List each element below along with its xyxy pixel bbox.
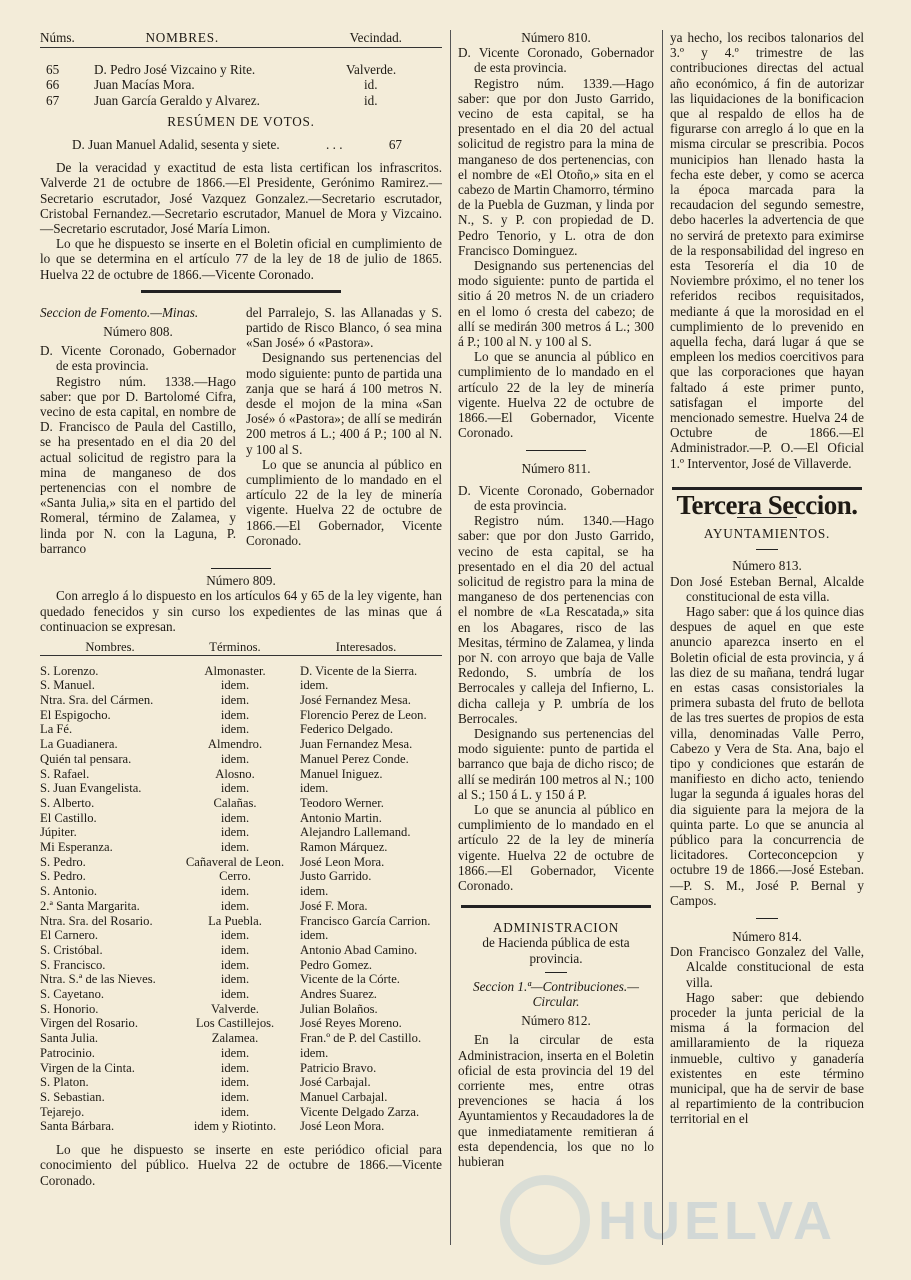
mine-interesado: Manuel Perez Conde.: [300, 751, 409, 766]
mine-name: S. Antonio.: [40, 884, 98, 899]
mine-interesado: Teodoro Werner.: [300, 795, 384, 810]
vote-vecindad: id.: [364, 77, 378, 93]
n814-alcalde: Don Francisco Gonzalez del Valle, Alcalde constitucional de esta villa.: [670, 944, 864, 990]
mine-name: S. Pedro.: [40, 869, 86, 884]
section-rule: [461, 905, 651, 908]
mine-name: Ntra. Sra. del Rosario.: [40, 913, 153, 928]
mine-interesado: Federico Delgado.: [300, 722, 394, 737]
watermark: HUELVA: [598, 1191, 836, 1251]
mine-termino: idem.: [220, 751, 250, 766]
admin-subtitle: de Hacienda pública de esta provincia.: [482, 935, 630, 966]
mine-name: La Fé.: [40, 722, 73, 737]
mine-termino: idem.: [220, 840, 250, 855]
mine-interesado: Antonio Abad Camino.: [300, 942, 418, 957]
n808-section: Seccion de Fomento.—Minas.: [40, 304, 199, 320]
mine-name: S. Platon.: [40, 1075, 89, 1090]
mine-termino: idem.: [220, 942, 250, 957]
n808-title: Número 808.: [103, 324, 173, 340]
table-row: [40, 1075, 442, 1090]
mine-name: Santa Julia.: [40, 1031, 99, 1046]
n808-governor: D. Vicente Coronado, Gobernador de esta provincia.: [40, 343, 236, 374]
column-right: [670, 30, 864, 1127]
mine-termino: idem.: [220, 957, 250, 972]
table-row: [40, 1002, 442, 1017]
mine-termino: idem.: [220, 972, 250, 987]
mine-name: S. Juan Evangelista.: [40, 781, 142, 796]
mine-interesado: Pedro Gomez.: [300, 957, 373, 972]
mine-termino: idem.: [220, 678, 250, 693]
col-nombres: Nombres.: [40, 640, 180, 655]
mine-interesado: idem.: [300, 678, 329, 693]
table-row: [40, 62, 442, 77]
n812-continued: ya hecho, los recibos talonarios del 3.º y 4.º trimestre de las contribuciones directas del actual año económico, á fin de autorizar las liquidaciones de la bonificacion que al respaldo de ellos ha de figurarse con arreglo á lo que en la misma circular se prescribia. Pocos municipios han llenado hasta la fecha este deber, y como se acerca la época marcada para la recaudacion del segundo semestre, debo hacerles la advertencia de que no servirá de pretexto para eximirse de la responsabilidad del ingreso en esta Tesorería el dia 10 de Noviembre próximo, el no tener los referidos recibos requisitados, mediante á que la morosidad en el cumplimiento de lo prevenido en aquella fecha, dará lugar á que se empleen los medios coercitivos para que las corporaciones que hayan faltado á este primer punto, satisfagan el importe del mencionado semestre. Huelva 24 de Octubre de 1866.—El Administrador.—P. O.—El Oficial 1.º Interventor, José de Villaverde.: [670, 30, 864, 471]
table-row: [40, 1105, 442, 1120]
col-interesados: Interesados.: [290, 640, 442, 655]
resumen-order: Lo que he dispuesto se inserte en el Boletin oficial en cumplimiento de lo que se determina en el artículo 77 de la ley de 18 de julio de 1865. Huelva 22 de octubre de 1866.—Vicente Coronado.: [40, 236, 442, 282]
n811-governor: D. Vicente Coronado, Gobernador de esta provincia.: [458, 482, 654, 513]
n812-body: En la circular de esta Administracion, inserta en el Boletin oficial de esta provincia del 19 del corriente mes, entre otras prevenciones se hacia á los Ayuntamientos y Recaudadores la de que inmediatamente remitieran á esta dependencia, los que no lo hubieran: [458, 1032, 654, 1170]
table-row: [40, 855, 442, 870]
vote-num: 66: [46, 77, 60, 93]
mine-interesado: José Fernandez Mesa.: [300, 693, 411, 708]
table-row: [40, 914, 442, 929]
mine-name: El Castillo.: [40, 810, 97, 825]
header-nombres: NOMBRES.: [145, 30, 219, 45]
mine-interesado: José Leon Mora.: [300, 1119, 385, 1134]
mine-interesado: José F. Mora.: [300, 898, 368, 913]
resumen-count: 67: [388, 137, 402, 153]
n808-designation: Designando sus pertenencias del modo siguiente: punto de partida una zanja que se hará á 100 metros N. desde el mojon de la mina «San José» ó «Pastora»; de allí se medirán 200 metros á L.; 400 á P.; 100 al N. y 100 al S.: [246, 350, 442, 457]
table-row: [40, 972, 442, 987]
resumen-line: [40, 137, 442, 152]
n814-body: Hago saber: que debiendo proceder la junta pericial de la misma á la formacion del amillaramiento de la riqueza inmueble, cultivo y ganadería existentes en este término municipal, que ha de servir de base al repartimiento de la contribucion territorial en el: [670, 989, 864, 1127]
n811-body: Registro núm. 1340.—Hago saber: que por don Justo Garrido, vecino de esta capital, se ha presentado en el dia 20 del actual solicitud de registro para la mina de manganeso de dos pertenencias con el nombre de «La Rescatada,» sita en los Abagares, risco de las Mesitas, término de Zalamea, y linda por N. con arroyo que baja de Valle Redondo, S. umbría de los Berrocales y calleja del Infierno, L. dicha calleja y P. umbría de los Berrocales.: [458, 513, 654, 726]
mine-name: S. Lorenzo.: [40, 663, 99, 678]
mines-table: [40, 640, 442, 1134]
mine-name: S. Pedro.: [40, 854, 86, 869]
mine-interesado: Fran.º de P. del Castillo.: [300, 1031, 422, 1046]
mine-termino: Almendro.: [207, 737, 263, 752]
admin-section: Seccion 1.ª—Contribuciones.—Circular.: [473, 978, 639, 1009]
mine-termino: Cerro.: [219, 869, 251, 884]
mine-interesado: D. Vicente de la Sierra.: [300, 663, 418, 678]
mine-termino: Los Castillejos.: [195, 1016, 275, 1031]
table-row: [40, 825, 442, 840]
mine-name: S. Cayetano.: [40, 987, 105, 1002]
n809-intro: Con arreglo á lo dispuesto en los artículos 64 y 65 de la ley vigente, han quedado fenecidos y sin curso los expedientes de las minas que á continuacion se expresan.: [40, 588, 442, 634]
mine-interesado: Antonio Martin.: [300, 810, 382, 825]
n813-alcalde: Don José Esteban Bernal, Alcalde constitucional de esta villa.: [670, 573, 864, 604]
mine-name: S. Manuel.: [40, 678, 95, 693]
mine-termino: idem.: [220, 1104, 250, 1119]
rule: [756, 549, 778, 550]
table-row: [40, 693, 442, 708]
votes-header: [40, 30, 442, 48]
archive-logo-icon: [500, 1175, 590, 1265]
mine-name: El Espigocho.: [40, 707, 111, 722]
table-row: [40, 1046, 442, 1061]
column-middle: [458, 30, 654, 1169]
votes-table: [40, 62, 442, 108]
mine-termino: Calañas.: [213, 795, 257, 810]
mine-termino: idem.: [220, 693, 250, 708]
mine-interesado: José Carbajal.: [300, 1075, 371, 1090]
table-row: [40, 722, 442, 737]
mine-name: Quién tal pensara.: [40, 751, 132, 766]
mine-termino: idem.: [220, 810, 250, 825]
admin-title: ADMINISTRACION: [492, 920, 620, 936]
mine-name: Virgen de la Cinta.: [40, 1060, 135, 1075]
resumen-name: D. Juan Manuel Adalid, sesenta y siete.: [72, 137, 280, 153]
n813-body: Hago saber: que á los quince dias despues de aquel en que este anuncio aparezca inserto en el Boletin oficial de esta provincia, y á las diez de su mañana, tendrá lugar en estas casas consistoriales la primera subasta del fruto de bellota de las tres suertes de propios de esta villa, denominadas Valle Perro, Cabezo y Vera de Sta. Ana, bajo el tipo y condiciones que estarán de manifiesto en dicho acto, teniendo lugar la segunda á iguales horas del dia siguiente para la mejora de la quinta parte. Lo que se anuncia al público para la concurrencia de licitadores. Corteconcepcion y octubre 19 de 1866.—José Esteban.—P. S. M., José P. Bernal y Campos.: [670, 603, 864, 908]
mine-interesado: Justo Garrido.: [300, 869, 372, 884]
n808-announcement: Lo que se anuncia al público en cumplimiento de lo mandado en el artículo 22 de la ley de minería vigente. Huelva 22 de octubre de 1866.—El Gobernador, Vicente Coronado.: [246, 456, 442, 548]
mine-name: Santa Bárbara.: [40, 1119, 115, 1134]
column-divider: [450, 30, 451, 1245]
vote-name: Juan Macías Mora.: [94, 77, 195, 93]
mine-name: El Carnero.: [40, 928, 99, 943]
n810-title: Número 810.: [521, 30, 591, 45]
mine-termino: idem.: [220, 825, 250, 840]
mine-name: S. Sebastian.: [40, 1090, 105, 1104]
mine-name: S. Francisco.: [40, 957, 106, 972]
table-row: [40, 869, 442, 884]
table-row: [40, 899, 442, 914]
table-row: [40, 796, 442, 811]
mine-name: S. Rafael.: [40, 766, 90, 781]
rule: [211, 568, 271, 569]
table-row: [40, 1031, 442, 1046]
mine-interesado: Patricio Bravo.: [300, 1060, 377, 1075]
mine-name: Ntra. Sra. del Cármen.: [40, 693, 154, 708]
table-row: [40, 1061, 442, 1076]
table-row: [40, 811, 442, 826]
n809-outro: Lo que he dispuesto se inserte en este periódico oficial para conocimiento del público. Huelva 22 de octubre de 1866.—Vicente Coronado.: [40, 1142, 442, 1188]
rule: [526, 450, 586, 451]
table-row: [40, 943, 442, 958]
table-row: [40, 1016, 442, 1031]
rule: [756, 918, 778, 919]
mine-termino: idem.: [220, 928, 250, 943]
resumen-dots: . . .: [326, 137, 343, 153]
mine-termino: idem.: [220, 898, 250, 913]
mine-termino: idem.: [220, 987, 250, 1002]
mine-interesado: Manuel Iniguez.: [300, 766, 383, 781]
table-row: [40, 664, 442, 679]
n809-title: Número 809.: [206, 573, 276, 589]
n811-title: Número 811.: [521, 461, 591, 477]
n814-title: Número 814.: [732, 928, 802, 944]
table-row: [40, 840, 442, 855]
table-row: [40, 93, 442, 108]
mine-name: Mi Esperanza.: [40, 840, 113, 855]
mine-interesado: idem.: [300, 884, 329, 899]
column-left: [40, 30, 442, 1188]
mine-interesado: Florencio Perez de Leon.: [300, 707, 427, 722]
n810-designation: Designando sus pertenencias del modo siguiente: punto de partida el sitio á 20 metros N. de un criadero en el lomo ó cresta del cabezo; de allí se medirán 300 metros á L.; 300 á P.; 100 al N. y 100 al S.: [458, 258, 654, 350]
mine-termino: idem.: [220, 1060, 250, 1075]
mine-interesado: Andres Suarez.: [300, 987, 377, 1002]
mine-name: S. Cristóbal.: [40, 942, 103, 957]
table-row: [40, 708, 442, 723]
mine-name: Virgen del Rosario.: [40, 1016, 138, 1031]
table-row: [40, 678, 442, 693]
mine-interesado: Juan Fernandez Mesa.: [300, 737, 413, 752]
vote-num: 67: [46, 92, 60, 108]
mine-termino: Valverde.: [211, 1001, 259, 1016]
n810-governor: D. Vicente Coronado, Gobernador de esta provincia.: [458, 45, 654, 76]
n808-body-continued: del Parralejo, S. las Allanadas y S. partido de Risco Blanco, ó sea mina «San José» ó «Pastora».: [246, 304, 442, 351]
mines-table-body: [40, 664, 442, 1135]
mine-termino: Cañaveral de Leon.: [185, 854, 285, 869]
mine-termino: idem.: [220, 707, 250, 722]
table-row: [40, 752, 442, 767]
n808-block: [40, 305, 442, 556]
mine-name: S. Alberto.: [40, 795, 95, 810]
mine-name: Patrocinio.: [40, 1045, 95, 1060]
mine-name: Júpiter.: [40, 825, 77, 840]
ayuntamientos-heading: AYUNTAMIENTOS.: [703, 526, 831, 542]
resumen-certification: De la veracidad y exactitud de esta lista certifican los infrascritos. Valverde 21 de octubre de 1866.—El Presidente, Gerónimo Ramirez.—Secretario escrutador, José Vazquez Gonzalez.—Secretario escrutador, Cristobal Fernandez.—Secretario escrutador, Manuel de Mora y Vizcaino.—Secretario escrutador, José María Limon.: [40, 160, 442, 237]
vote-name: Juan García Geraldo y Alvarez.: [94, 92, 260, 108]
mine-interesado: Alejandro Lallemand.: [300, 825, 411, 840]
mine-termino: La Puebla.: [208, 913, 262, 928]
mine-termino: idem.: [220, 1090, 250, 1104]
mine-name: 2.ª Santa Margarita.: [40, 898, 140, 913]
tercera-seccion-heading: Tercera Seccion.: [676, 489, 858, 520]
column-divider: [662, 30, 663, 1245]
table-row: [40, 1119, 442, 1134]
mine-interesado: idem.: [300, 1045, 329, 1060]
mine-termino: idem.: [220, 1045, 250, 1060]
mine-termino: idem.: [220, 781, 250, 796]
mine-interesado: José Leon Mora.: [300, 854, 385, 869]
table-row: [40, 767, 442, 782]
mine-termino: Alosno.: [215, 766, 255, 781]
header-vecindad: Vecindad.: [349, 30, 402, 45]
mine-name: Ntra. S.ª de las Nieves.: [40, 972, 156, 987]
mine-termino: Zalamea.: [211, 1031, 259, 1046]
mine-interesado: Vicente de la Córte.: [300, 972, 400, 987]
table-row: [40, 781, 442, 796]
mine-interesado: Francisco García Carrion.: [300, 913, 431, 928]
n810-announcement: Lo que se anuncia al público en cumplimiento de lo mandado en el artículo 22 de la ley de minería vigente. Huelva 22 de octubre de 1866.—El Gobernador, Vicente Coronado.: [458, 349, 654, 441]
n811-announcement: Lo que se anuncia al público en cumplimiento de lo mandado en el artículo 22 de la ley de minería vigente. Huelva 22 de octubre de 1866.—El Gobernador, Vicente Coronado.: [458, 801, 654, 893]
table-row: [40, 1090, 442, 1105]
n812-title: Número 812.: [521, 1013, 591, 1029]
col-terminos: Términos.: [180, 640, 290, 655]
vote-vecindad: Valverde.: [346, 62, 397, 78]
mine-interesado: Vicente Delgado Zarza.: [300, 1104, 420, 1119]
mine-termino: idem.: [220, 884, 250, 899]
table-row: [40, 77, 442, 92]
mine-interesado: José Reyes Moreno.: [300, 1016, 402, 1031]
mine-interesado: Ramon Márquez.: [300, 840, 388, 855]
section-rule: [141, 290, 341, 293]
mine-termino: idem.: [220, 1075, 250, 1090]
mine-name: La Guadianera.: [40, 737, 118, 752]
n813-title: Número 813.: [732, 558, 802, 574]
mine-name: S. Honorio.: [40, 1001, 99, 1016]
n808-body: Registro núm. 1338.—Hago saber: que por D. Bartolomé Cifra, vecino de esta capital, en nombre de D. Francisco de Paula del Castillo, se ha presentado en el dia 20 del actual solicitud de registro para la mina de manganeso de dos pertenencias con el nombre de «Santa Julia,» sita en el partido del Romeral, término de Zalamea, y linda por N. con la Laguna, P. barranco: [40, 373, 236, 556]
mine-interesado: idem.: [300, 928, 329, 943]
mine-interesado: idem.: [300, 781, 329, 796]
table-row: [40, 958, 442, 973]
mine-interesado: Manuel Carbajal.: [300, 1090, 388, 1104]
mine-name: Tejarejo.: [40, 1104, 85, 1119]
n811-designation: Designando sus pertenencias del modo siguiente: punto de partida el barranco que baja de dicho risco; de allí se medirán 100 metros al N.; 100 al S.; 150 á L. y 150 á P.: [458, 725, 654, 802]
vote-vecindad: id.: [364, 92, 378, 108]
mine-termino: idem y Riotinto.: [193, 1119, 277, 1134]
table-row: [40, 928, 442, 943]
mine-termino: idem.: [220, 722, 250, 737]
n810-body: Registro núm. 1339.—Hago saber: que por don Justo Garrido, vecino de esta capital, se ha presentado en el dia 20 del actual solicitud de registro para la mina de manganeso de dos pertenencias, con el nombre de «El Otoño,» sita en el cabezo de Martin Chamorro, término de la Puebla de Guzman, y linda por N., S. y P. con propiedad de D. Pedro Tenorio, y L. otra de don Francisco Dominguez.: [458, 75, 654, 258]
rule: [545, 972, 567, 973]
vote-num: 65: [46, 62, 60, 78]
table-row: [40, 884, 442, 899]
header-nums: Núms.: [40, 30, 75, 45]
resumen-title: RESÚMEN DE VOTOS.: [167, 113, 315, 129]
mine-termino: Almonaster.: [204, 663, 266, 678]
mines-table-header: [40, 640, 442, 655]
vote-name: D. Pedro José Vizcaino y Rite.: [94, 62, 256, 78]
table-row: [40, 737, 442, 752]
mine-interesado: Julian Bolaños.: [300, 1001, 378, 1016]
table-row: [40, 987, 442, 1002]
